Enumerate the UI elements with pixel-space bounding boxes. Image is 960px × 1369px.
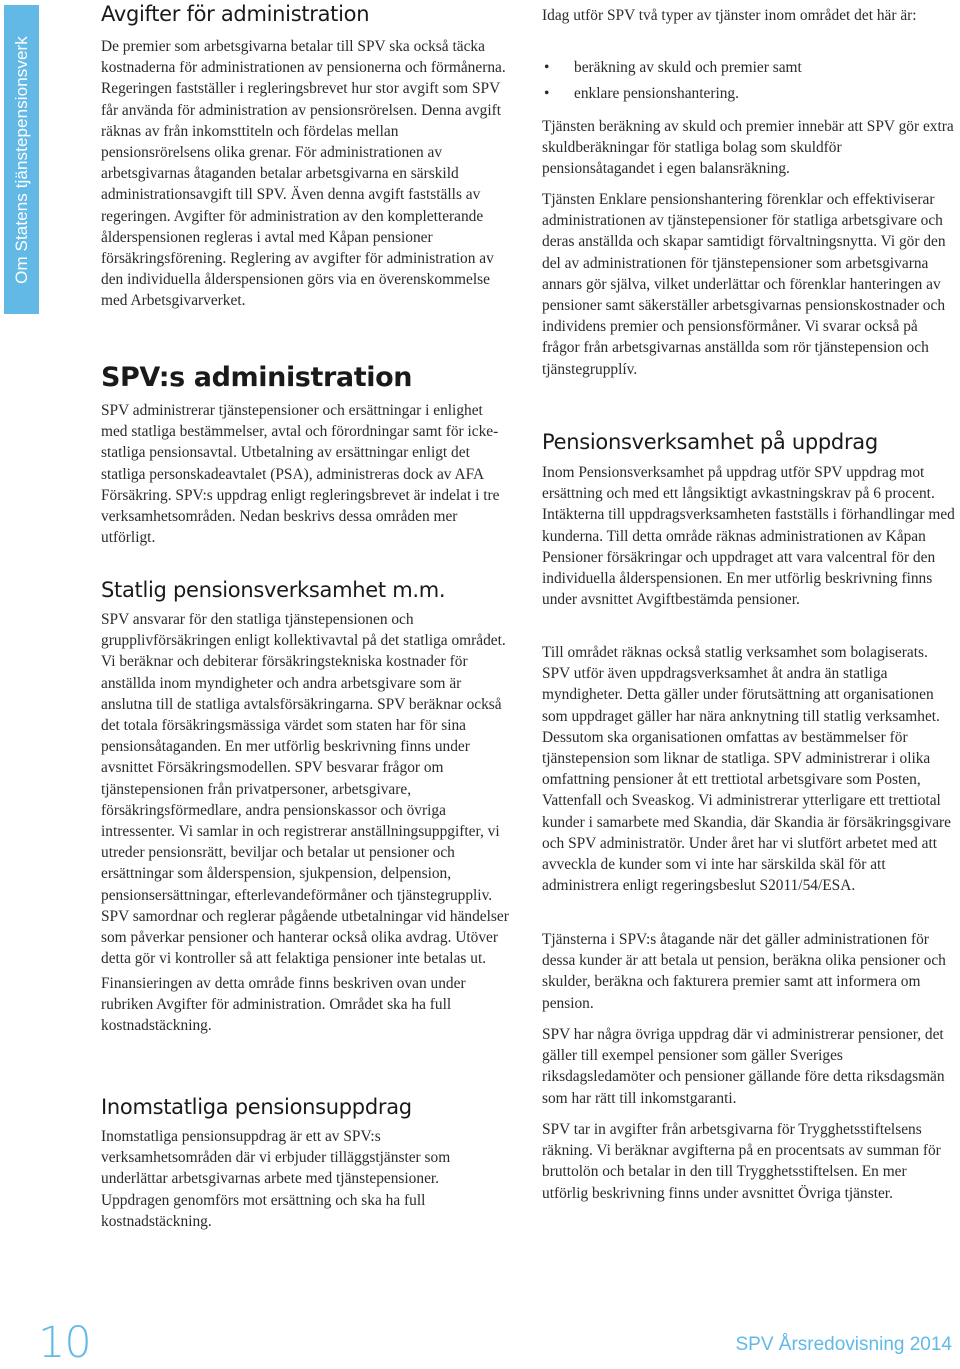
heading-statlig-pensionsverksamhet: Statlig pensionsverksamhet m.m.: [101, 578, 446, 602]
paragraph-enklare: Tjänsten Enklare pensionshantering förenklar och effektiviserar administrationen av tjänstepensioner för statliga arbetsgivare och deras anställda och skapar samtidigt förvaltningsnytta. Vi gör den del av administrationen för tjänstepensioner som arbetsgivarna annars gör själva, vilket underlättar och förenklar hanteringen av pensioner samt säkerställer arbetsgivarnas pensionskostnader och individens premier och pensionsförmåner. Vi svarar också på frågor från arbetsgivarnas anställda som rör tjänstepension och tjänstegrupplív.: [542, 191, 946, 378]
paragraph-avgifter: De premier som arbetsgivarna betalar till SPV ska också täcka kostnaderna för administrationen av pensionerna och förmånerna. Regeringen fastställer i regleringsbrevet hur stor avgift som SPV får använda för administration av pensionsrörelsen. Denna avgift räknas av från inkomsttiteln och fördelas mellan pensionsrörelsens olika grenar. För administrationen av arbetsgivarnas åtaganden betalar arbetsgivarna en särskild administrationsavgift till SPV. Även denna avgift fastställs av regeringen. Avgifter för administration av den kompletterande ålderspensionen regleras i avtal med Kåpan pensioner försäkringsförening. Reglering av avgifter för administration av den individuella ålderspensionen görs via en överenskommelse med Arbetsgivarverket.: [101, 38, 506, 310]
paragraph-inomstatliga: Inomstatliga pensionsuppdrag är ett av SPV:s verksamhetsområden där vi erbjuder tilläggstjänster som underlättar arbetsgivarnas arbete med tjänstepensioner. Uppdragen genomförs mot ersättning och ska ha full kostnadstäckning.: [101, 1128, 451, 1230]
publication-footer: SPV Årsredovisning 2014: [735, 1334, 952, 1355]
paragraph-uppdrag-3: Tjänsterna i SPV:s åtagande när det gäller administrationen för dessa kunder är att betala ut pension, beräkna olika pensioner och skulder, beräkna och fakturera premier samt att informera om pension.: [542, 931, 946, 1012]
paragraph-skuld: Tjänsten beräkning av skuld och premier innebär att SPV gör extra skuldberäkningar för statliga bolag som skuldför pensionsåtagandet i egen balansräkning.: [542, 118, 954, 178]
paragraph-intro: Idag utför SPV två typer av tjänster inom området det här är:: [542, 7, 917, 24]
list-item: • beräkning av skuld och premier samt: [542, 55, 956, 81]
paragraph-uppdrag-2: Till området räknas också statlig verksamhet som bolagiserats. SPV utför även uppdragsverksamhet åt andra än statliga myndigheter. Detta gäller under förutsättning att organisationen som uppdraget gäller har nära anknytning till statlig verksamhet. Dessutom ska organisationen omfattas av bestämmelser för tjänstepension som liknar de statliga. SPV administrerar i olika omfattning pensioner åt ett trettiotal arbetsgivare som Posten, Vattenfall och Sveaskog. Vi administrerar ytterligare ett trettiotal kunder i samarbete med Skandia, där Skandia är försäkringsgivare och SPV administratör. Under året har vi slutfört arbetet med att avveckla de kunder som vi inte har särskilda skäl för att administrera enligt regeringsbeslut S2011/54/ESA.: [542, 644, 951, 895]
list-item: • enklare pensionshantering.: [542, 81, 956, 107]
paragraph-uppdrag-4: SPV har några övriga uppdrag där vi administrerar pensioner, det gäller till exempel pensioner som gäller Sveriges riksdagsledamöter och pensioner gällande före detta riksdagsmän som har rätt till inkomstgaranti.: [542, 1026, 945, 1107]
sidebar-section-tab: [4, 5, 39, 314]
heading-avgifter: Avgifter för administration: [101, 2, 370, 26]
paragraph-statlig-2: Finansieringen av detta område finns beskriven ovan under rubriken Avgifter för administration. Området ska ha full kostnadstäckning.: [101, 975, 466, 1035]
paragraph-spv-administration: SPV administrerar tjänstepensioner och ersättningar i enlighet med statliga bestämmelser, avtal och förordningar samt för icke-statliga pensionsavtal. Utbetalning av ersättningar enligt det statliga personskadeavtalet (PSA), administreras dock av AFA Försäkring. SPV:s uppdrag enligt regleringsbrevet är indelat i tre verksamhetsområden. Nedan beskrivs dessa områden mer utförligt.: [101, 402, 500, 547]
sidebar-section-label: Om Statens tjänstepensionsverk: [11, 35, 31, 284]
paragraph-uppdrag-1: Inom Pensionsverksamhet på uppdrag utför SPV uppdrag mot ersättning och med ett långsiktigt avkastningskrav på 6 procent. Intäkterna till uppdragsverksamheten fastställs i förhandlingar med kunderna. Till detta område räknas administrationen av Kåpan Pensioner försäkringar och uppdraget att vara valcentral för den individuella ålderspensionen. En mer utförlig beskrivning finns under avsnittet Avgiftbestämda pensioner.: [542, 464, 955, 609]
paragraph-statlig-1: SPV ansvarar för den statliga tjänstepensionen och grupplivförsäkringen enligt kollektivavtal på det statliga området. Vi beräknar och debiterar försäkringstekniska kostnader för anställda inom myndigheter och andra arbetsgivare som är anslutna till de statliga avtalsförsäkringarna. SPV beräknar också det totala försäkringsmässiga värdet som staten har för sina pensionsåtaganden. En mer utförlig beskrivning finns under avsnittet Försäkringsmodellen. SPV besvarar frågor om tjänstepensionen från privatpersoner, arbetsgivare, försäkringsförmedlare, andra pensionskassor och övriga intressenter. Vi samlar in och registrerar anställningsuppgifter, vi utreder pensionsrätt, beviljar och betalar ut pensioner och ersättningar som ålderspension, sjukpension, delpension, pensionsersättningar, efterlevandeförmåner och tjänstegruppliv. SPV samordnar och reglerar pågående utbetalningar vid händelser som påverkar pensioner och hanterar också olika avdrag. Utöver detta gör vi kontroller så att felaktiga pensioner inte betalas ut.: [101, 611, 509, 968]
heading-inomstatliga: Inomstatliga pensionsuppdrag: [101, 1095, 412, 1119]
paragraph-uppdrag-5: SPV tar in avgifter från arbetsgivarna för Trygghetsstiftelsens räkning. Vi beräknar avgifterna på en procentsats av summan för bruttolön och betalar in den till Trygghetsstiftelsen. En mer utförlig beskrivning finns under avsnittet Övriga tjänster.: [542, 1121, 941, 1202]
heading-spv-administration: SPV:s administration: [101, 362, 413, 393]
page-number: 10: [38, 1318, 91, 1368]
service-list: [542, 55, 956, 107]
heading-pensionsverksamhet-uppdrag: Pensionsverksamhet på uppdrag: [542, 430, 878, 454]
